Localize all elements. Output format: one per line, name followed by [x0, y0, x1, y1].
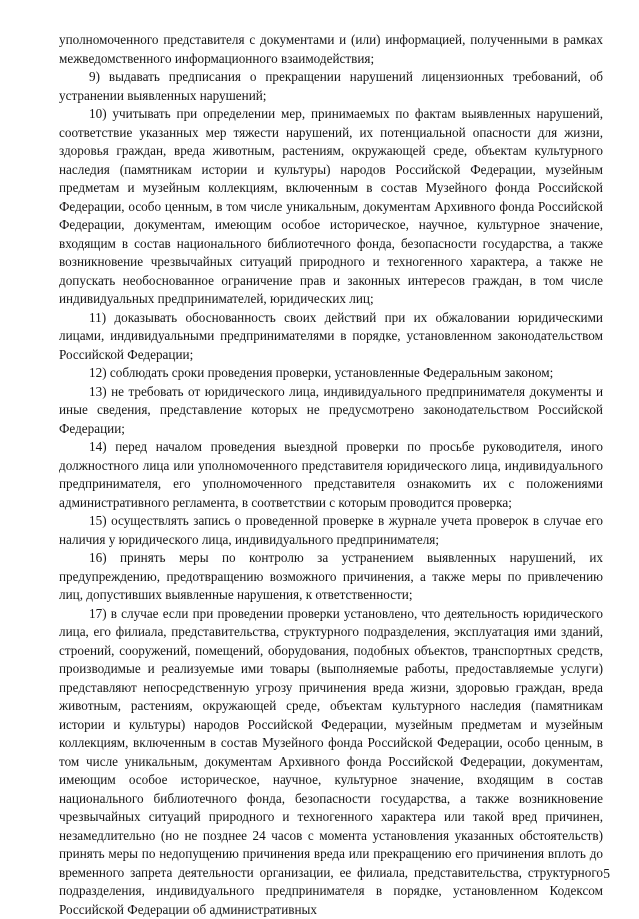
paragraph-item-15: 15) осуществлять запись о проведенной проверке в журнале учета проверок в случае его наличия у юридического лица, индивидуального предпринимателя; [59, 512, 603, 549]
paragraph-item-17: 17) в случае если при проведении проверки установлено, что деятельность юридического лица, его филиала, представительства, структурного подразделения, эксплуатация ими зданий, строений, сооружений, помещений, оборудования, подобных объектов, транспортных средств, производимые и реализуемые ими товары (выполняемые работы, предоставляемые услуги) представляют непосредственную угрозу причинения вреда жизни, здоровью граждан, вреда животным, растениям, окружающей среде, объектам культурного наследия (памятникам истории и культуры) народов Российской Федерации, музейным предметам и музейным коллекциям, включенным в состав Музейного фонда Российской Федерации, особо ценным, в том числе уникальным, документам Архивного фонда Российской Федерации, документам, имеющим особое историческое, научное, культурное значение, входящим в состав национального библиотечного фонда, безопасности государства, а также возникновение чрезвычайных ситуаций природного и техногенного характера или такой вред причинен, незамедлительно (но не позднее 24 часов с момента установления указанных обстоятельств) принять меры по недопущению причинения вреда или прекращению его причинения вплоть до временного запрета деятельности организации, ее филиала, представительства, структурного подразделения, индивидуального предпринимателя в порядке, установленном Кодексом Российской Федерации об административных [59, 605, 603, 919]
paragraph-item-9: 9) выдавать предписания о прекращении нарушений лицензионных требований, об устранении выявленных нарушений; [59, 68, 603, 105]
paragraph-item-14: 14) перед началом проведения выездной проверки по просьбе руководителя, иного должностного лица или уполномоченного представителя юридического лица, индивидуального предпринимателя, его уполномоченного представителя ознакомить их с положениями административного регламента, в соответствии с которым проводится проверка; [59, 438, 603, 512]
paragraph-item-13: 13) не требовать от юридического лица, индивидуального предпринимателя документы и иные сведения, представление которых не предусмотрено законодательством Российской Федерации; [59, 383, 603, 439]
document-page [59, 31, 603, 871]
paragraph-item-11: 11) доказывать обоснованность своих действий при их обжаловании юридическими лицами, индивидуальными предпринимателями в порядке, установленном законодательством Российской Федерации; [59, 309, 603, 365]
paragraph-continuation: уполномоченного представителя с документами и (или) информацией, полученными в рамках межведомственного информационного взаимодействия; [59, 31, 603, 68]
paragraph-item-12: 12) соблюдать сроки проведения проверки, установленные Федеральным законом; [59, 364, 603, 383]
paragraph-item-10: 10) учитывать при определении мер, принимаемых по фактам выявленных нарушений, соответствие указанных мер тяжести нарушений, их потенциальной опасности для жизни, здоровья граждан, вреда животным, растениям, окружающей среде, объектам культурного наследия (памятникам истории и культуры) народов Российской Федерации, музейным предметам и музейным коллекциям, включенным в состав Музейного фонда Российской Федерации, особо ценным, в том числе уникальным, документам Архивного фонда Российской Федерации, документам, имеющим особое историческое, научное, культурное значение, входящим в состав национального библиотечного фонда, безопасности государства, а также возникновение чрезвычайных ситуаций природного и техногенного характера, а также не допускать необоснованное ограничение прав и законных интересов граждан, в том числе индивидуальных предпринимателей, юридических лиц; [59, 105, 603, 309]
paragraph-item-16: 16) принять меры по контролю за устранением выявленных нарушений, их предупреждению, предотвращению возможного причинения, а также меры по привлечению лиц, допустивших выявленные нарушения, к ответственности; [59, 549, 603, 605]
page-number: 5 [603, 866, 610, 882]
